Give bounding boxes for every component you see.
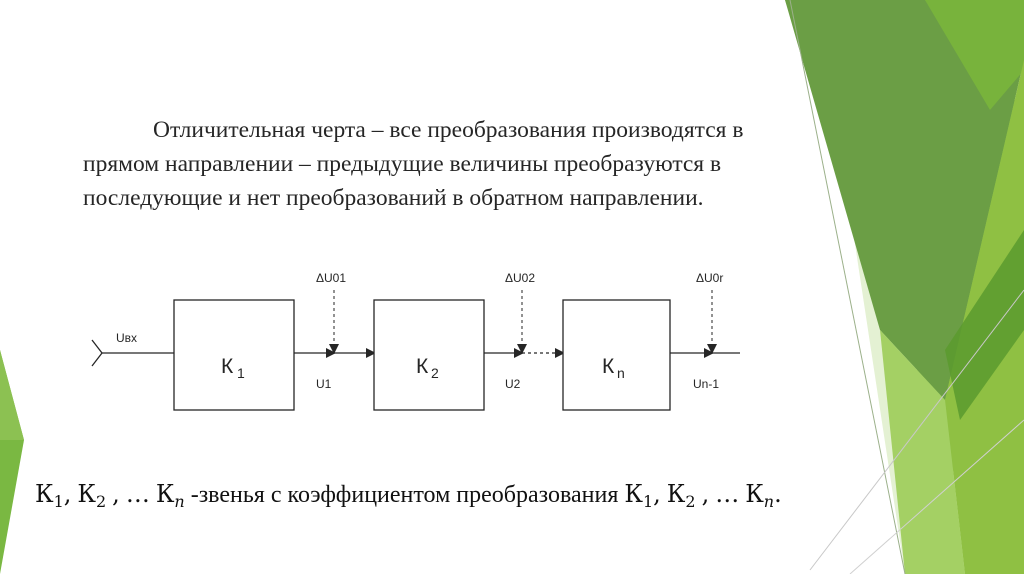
legend-line: $К_1$, $К_2$ , … $К_n$ -звенья с коэффициентом преобразования $К_1$, $К_2$ , … $К_n$. [35, 480, 782, 511]
disturbance-label-2: ΔU02 [505, 271, 536, 285]
block-kn [563, 300, 670, 410]
legend-k1-end: $К_1$ [624, 480, 654, 511]
block-k1-sub: 1 [237, 365, 245, 381]
signal-label-1: U1 [316, 377, 332, 391]
block-k1 [174, 300, 294, 410]
signal-label-2: U2 [505, 377, 521, 391]
disturbance-label-3: ΔU0r [696, 271, 724, 285]
block-k2 [374, 300, 484, 410]
input-label: Uвх [116, 331, 138, 345]
input-fork [92, 340, 102, 366]
legend-k2: $К_2$ [77, 480, 107, 511]
legend-ellipsis-end: … [715, 480, 740, 508]
block-k2-sub: 2 [431, 365, 439, 381]
block-kn-letter: К [602, 355, 615, 378]
legend-kn-end: $К_n$ [745, 480, 775, 511]
slide-paragraph: Отличительная черта – все преобразования производятся в прямом направлении – предыдущие величины преобразуются в последующие и нет преобразований в обратном направлении. [83, 117, 744, 211]
legend-kn: $К_n$ [155, 480, 185, 511]
legend-text: -звенья с коэффициентом преобразования [190, 482, 619, 508]
block-k2-letter: К [416, 355, 429, 378]
block-k1-letter: К [221, 355, 234, 378]
signal-label-3: Un-1 [693, 377, 720, 391]
legend-k1: $К_1$ [35, 480, 64, 511]
legend-k2-end: $К_2$ [666, 480, 696, 511]
block-kn-sub: n [617, 365, 625, 381]
legend-ellipsis: … [125, 480, 150, 508]
disturbance-label-1: ΔU01 [316, 271, 347, 285]
